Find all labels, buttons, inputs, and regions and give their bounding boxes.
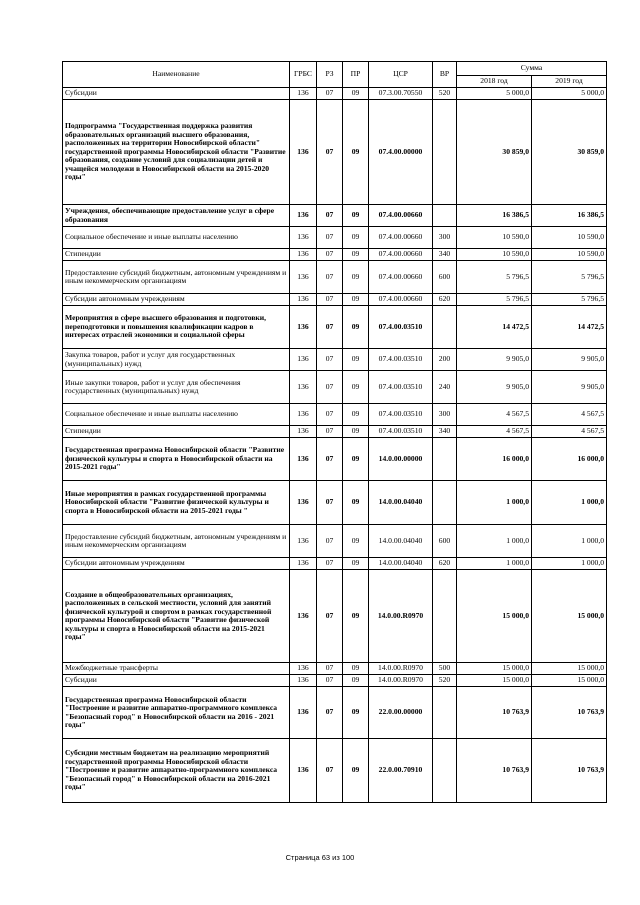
table-row <box>63 663 607 675</box>
cell-grbs: 136 <box>290 227 317 249</box>
cell-rz: 07 <box>317 663 343 675</box>
cell-vr: 500 <box>433 663 457 675</box>
cell-rz: 07 <box>317 404 343 426</box>
cell-csr: 14.0.00.R0970 <box>369 570 433 663</box>
cell-sum-2019: 16 000,0 <box>532 438 607 481</box>
cell-vr <box>433 306 457 349</box>
table-row <box>63 687 607 739</box>
cell-name: Закупка товаров, работ и услуг для государственных (муниципальных) нужд <box>63 349 290 371</box>
cell-grbs: 136 <box>290 438 317 481</box>
cell-csr: 07.4.00.03510 <box>369 404 433 426</box>
cell-pr: 09 <box>343 404 369 426</box>
cell-rz: 07 <box>317 687 343 739</box>
cell-sum-2018: 1 000,0 <box>457 558 532 570</box>
cell-sum-2019: 16 386,5 <box>532 205 607 227</box>
cell-sum-2018: 10 763,9 <box>457 687 532 739</box>
cell-name: Предоставление субсидий бюджетным, автономным учреждениям и иным некоммерческим организациям <box>63 261 290 294</box>
cell-pr: 09 <box>343 663 369 675</box>
cell-csr: 07.4.00.00660 <box>369 294 433 306</box>
cell-name: Межбюджетные трансферты <box>63 663 290 675</box>
cell-sum-2018: 10 590,0 <box>457 249 532 261</box>
cell-pr: 09 <box>343 687 369 739</box>
cell-grbs: 136 <box>290 663 317 675</box>
cell-sum-2018: 15 000,0 <box>457 570 532 663</box>
cell-sum-2018: 10 763,9 <box>457 739 532 803</box>
cell-vr <box>433 570 457 663</box>
cell-sum-2018: 14 472,5 <box>457 306 532 349</box>
cell-sum-2018: 4 567,5 <box>457 426 532 438</box>
cell-name: Стипендии <box>63 249 290 261</box>
cell-name: Стипендии <box>63 426 290 438</box>
cell-vr: 620 <box>433 294 457 306</box>
cell-name: Создание в общеобразовательных организациях, расположенных в сельской местности, условий для занятий физической культурой и спортом в рамках государственной программы Новосибирской области "Развитие физической культуры и спорта в Новосибирской области на 2015-2021 годы" <box>63 570 290 663</box>
cell-sum-2019: 10 763,9 <box>532 687 607 739</box>
cell-rz: 07 <box>317 371 343 404</box>
cell-csr: 22.0.00.70910 <box>369 739 433 803</box>
table-row <box>63 438 607 481</box>
cell-sum-2018: 15 000,0 <box>457 663 532 675</box>
cell-grbs: 136 <box>290 249 317 261</box>
cell-sum-2018: 15 000,0 <box>457 675 532 687</box>
cell-sum-2019: 9 905,0 <box>532 371 607 404</box>
cell-sum-2018: 10 590,0 <box>457 227 532 249</box>
cell-sum-2018: 16 000,0 <box>457 438 532 481</box>
cell-rz: 07 <box>317 88 343 100</box>
cell-vr: 340 <box>433 249 457 261</box>
header-year-2018: 2018 год <box>457 76 532 88</box>
cell-vr <box>433 100 457 205</box>
cell-csr: 14.0.00.R0970 <box>369 663 433 675</box>
cell-sum-2018: 5 000,0 <box>457 88 532 100</box>
cell-pr: 09 <box>343 349 369 371</box>
header-sum: Сумма <box>457 62 607 76</box>
cell-rz: 07 <box>317 306 343 349</box>
cell-csr: 07.4.00.03510 <box>369 306 433 349</box>
cell-name: Субсидии <box>63 675 290 687</box>
cell-rz: 07 <box>317 249 343 261</box>
cell-pr: 09 <box>343 261 369 294</box>
cell-pr: 09 <box>343 227 369 249</box>
cell-vr: 620 <box>433 558 457 570</box>
cell-csr: 14.0.00.R0970 <box>369 675 433 687</box>
cell-sum-2019: 4 567,5 <box>532 426 607 438</box>
cell-grbs: 136 <box>290 525 317 558</box>
cell-pr: 09 <box>343 481 369 525</box>
cell-sum-2019: 10 763,9 <box>532 739 607 803</box>
header-vr: ВР <box>433 62 457 88</box>
budget-table <box>62 61 607 803</box>
table-row <box>63 100 607 205</box>
cell-grbs: 136 <box>290 261 317 294</box>
page-footer: Страница 63 из 100 <box>285 853 355 862</box>
cell-sum-2018: 1 000,0 <box>457 481 532 525</box>
cell-name: Учреждения, обеспечивающие предоставление услуг в сфере образования <box>63 205 290 227</box>
cell-vr <box>433 438 457 481</box>
cell-csr: 14.0.00.00000 <box>369 438 433 481</box>
cell-name: Иные закупки товаров, работ и услуг для обеспечения государственных (муниципальных) нужд <box>63 371 290 404</box>
cell-sum-2019: 15 000,0 <box>532 663 607 675</box>
cell-pr: 09 <box>343 438 369 481</box>
cell-vr: 520 <box>433 88 457 100</box>
cell-rz: 07 <box>317 426 343 438</box>
table-row <box>63 227 607 249</box>
cell-csr: 14.0.00.04040 <box>369 481 433 525</box>
header-csr: ЦСР <box>369 62 433 88</box>
cell-csr: 22.0.00.00000 <box>369 687 433 739</box>
cell-pr: 09 <box>343 88 369 100</box>
cell-grbs: 136 <box>290 88 317 100</box>
cell-pr: 09 <box>343 249 369 261</box>
cell-sum-2019: 9 905,0 <box>532 349 607 371</box>
cell-pr: 09 <box>343 739 369 803</box>
cell-pr: 09 <box>343 100 369 205</box>
table-row <box>63 349 607 371</box>
cell-csr: 14.0.00.04040 <box>369 525 433 558</box>
cell-csr: 07.4.00.00660 <box>369 249 433 261</box>
cell-grbs: 136 <box>290 675 317 687</box>
cell-grbs: 136 <box>290 294 317 306</box>
cell-name: Субсидии <box>63 88 290 100</box>
cell-sum-2018: 9 905,0 <box>457 371 532 404</box>
cell-csr: 07.3.00.70550 <box>369 88 433 100</box>
table-row <box>63 249 607 261</box>
cell-csr: 07.4.00.00000 <box>369 100 433 205</box>
cell-name: Социальное обеспечение и иные выплаты населению <box>63 404 290 426</box>
cell-rz: 07 <box>317 675 343 687</box>
cell-rz: 07 <box>317 294 343 306</box>
cell-sum-2019: 1 000,0 <box>532 558 607 570</box>
cell-vr: 300 <box>433 404 457 426</box>
cell-sum-2019: 15 000,0 <box>532 675 607 687</box>
cell-rz: 07 <box>317 261 343 294</box>
table-row <box>63 371 607 404</box>
cell-name: Субсидии местным бюджетам на реализацию мероприятий государственной программы Новосибирской области "Построение и развитие аппаратно-программного комплекса "Безопасный город" в Новосибирской области на 2016-2021 годы" <box>63 739 290 803</box>
cell-name: Государственная программа Новосибирской области "Построение и развитие аппаратно-программного комплекса "Безопасный город" в Новосибирской области на 2016 - 2021 годы" <box>63 687 290 739</box>
cell-rz: 07 <box>317 205 343 227</box>
cell-sum-2019: 5 796,5 <box>532 294 607 306</box>
cell-csr: 07.4.00.00660 <box>369 227 433 249</box>
table-row <box>63 404 607 426</box>
cell-grbs: 136 <box>290 404 317 426</box>
cell-vr <box>433 481 457 525</box>
table-row <box>63 426 607 438</box>
cell-grbs: 136 <box>290 205 317 227</box>
table-row <box>63 739 607 803</box>
cell-name: Социальное обеспечение и иные выплаты населению <box>63 227 290 249</box>
cell-rz: 07 <box>317 525 343 558</box>
cell-csr: 14.0.00.04040 <box>369 558 433 570</box>
table-row <box>63 481 607 525</box>
cell-sum-2019: 10 590,0 <box>532 249 607 261</box>
cell-rz: 07 <box>317 570 343 663</box>
cell-name: Субсидии автономным учреждениям <box>63 294 290 306</box>
cell-rz: 07 <box>317 349 343 371</box>
cell-grbs: 136 <box>290 371 317 404</box>
cell-sum-2019: 30 859,0 <box>532 100 607 205</box>
cell-csr: 07.4.00.00660 <box>369 205 433 227</box>
cell-sum-2019: 14 472,5 <box>532 306 607 349</box>
cell-pr: 09 <box>343 558 369 570</box>
table-row <box>63 205 607 227</box>
cell-sum-2018: 1 000,0 <box>457 525 532 558</box>
cell-rz: 07 <box>317 100 343 205</box>
cell-grbs: 136 <box>290 739 317 803</box>
cell-csr: 07.4.00.03510 <box>369 426 433 438</box>
cell-sum-2018: 30 859,0 <box>457 100 532 205</box>
cell-sum-2018: 4 567,5 <box>457 404 532 426</box>
table-row <box>63 558 607 570</box>
cell-vr: 600 <box>433 525 457 558</box>
table-row <box>63 261 607 294</box>
cell-sum-2019: 5 000,0 <box>532 88 607 100</box>
cell-name: Предоставление субсидий бюджетным, автономным учреждениям и иным некоммерческим организациям <box>63 525 290 558</box>
cell-grbs: 136 <box>290 687 317 739</box>
header-year-2019: 2019 год <box>532 76 607 88</box>
cell-sum-2019: 10 590,0 <box>532 227 607 249</box>
cell-name: Мероприятия в сфере высшего образования и подготовки, переподготовки и повышения квалификации кадров в интересах отраслей экономики и социальной сферы <box>63 306 290 349</box>
table-row <box>63 570 607 663</box>
cell-rz: 07 <box>317 558 343 570</box>
cell-sum-2019: 4 567,5 <box>532 404 607 426</box>
cell-vr: 200 <box>433 349 457 371</box>
cell-grbs: 136 <box>290 481 317 525</box>
cell-csr: 07.4.00.03510 <box>369 371 433 404</box>
table-row <box>63 88 607 100</box>
cell-sum-2018: 5 796,5 <box>457 261 532 294</box>
table-row <box>63 525 607 558</box>
cell-grbs: 136 <box>290 100 317 205</box>
cell-sum-2019: 1 000,0 <box>532 481 607 525</box>
header-name: Наименование <box>63 62 290 88</box>
cell-vr <box>433 739 457 803</box>
cell-sum-2018: 16 386,5 <box>457 205 532 227</box>
cell-vr: 340 <box>433 426 457 438</box>
cell-pr: 09 <box>343 294 369 306</box>
cell-vr <box>433 205 457 227</box>
table-row <box>63 306 607 349</box>
cell-csr: 07.4.00.00660 <box>369 261 433 294</box>
cell-sum-2019: 5 796,5 <box>532 261 607 294</box>
cell-rz: 07 <box>317 481 343 525</box>
cell-vr: 520 <box>433 675 457 687</box>
cell-grbs: 136 <box>290 570 317 663</box>
cell-sum-2018: 5 796,5 <box>457 294 532 306</box>
cell-pr: 09 <box>343 205 369 227</box>
header-pr: ПР <box>343 62 369 88</box>
cell-rz: 07 <box>317 227 343 249</box>
cell-csr: 07.4.00.03510 <box>369 349 433 371</box>
cell-vr <box>433 687 457 739</box>
cell-sum-2019: 1 000,0 <box>532 525 607 558</box>
cell-pr: 09 <box>343 675 369 687</box>
cell-rz: 07 <box>317 438 343 481</box>
cell-sum-2018: 9 905,0 <box>457 349 532 371</box>
cell-vr: 300 <box>433 227 457 249</box>
cell-pr: 09 <box>343 306 369 349</box>
cell-vr: 600 <box>433 261 457 294</box>
table-body <box>63 88 607 803</box>
table-header <box>63 62 607 88</box>
cell-name: Государственная программа Новосибирской области "Развитие физической культуры и спорта в Новосибирской области на 2015-2021 годы" <box>63 438 290 481</box>
cell-grbs: 136 <box>290 306 317 349</box>
table-row <box>63 675 607 687</box>
table-row <box>63 294 607 306</box>
cell-sum-2019: 15 000,0 <box>532 570 607 663</box>
cell-grbs: 136 <box>290 558 317 570</box>
header-grbs: ГРБС <box>290 62 317 88</box>
cell-pr: 09 <box>343 371 369 404</box>
cell-pr: 09 <box>343 525 369 558</box>
cell-name: Иные мероприятия в рамках государственной программы Новосибирской области "Развитие физической культуры и спорта в Новосибирской области на 2015-2021 годы " <box>63 481 290 525</box>
cell-grbs: 136 <box>290 349 317 371</box>
header-rz: РЗ <box>317 62 343 88</box>
cell-rz: 07 <box>317 739 343 803</box>
cell-pr: 09 <box>343 570 369 663</box>
cell-vr: 240 <box>433 371 457 404</box>
cell-pr: 09 <box>343 426 369 438</box>
cell-grbs: 136 <box>290 426 317 438</box>
cell-name: Подпрограмма "Государственная поддержка развития образовательных организаций высшего образования, расположенных на территории Новосибирской области" государственной программы Новосибирской области "Развитие образования, создание условий для социализации детей и учащейся молодежи в Новосибирской области на 2015-2020 годы" <box>63 100 290 205</box>
cell-name: Субсидии автономным учреждениям <box>63 558 290 570</box>
